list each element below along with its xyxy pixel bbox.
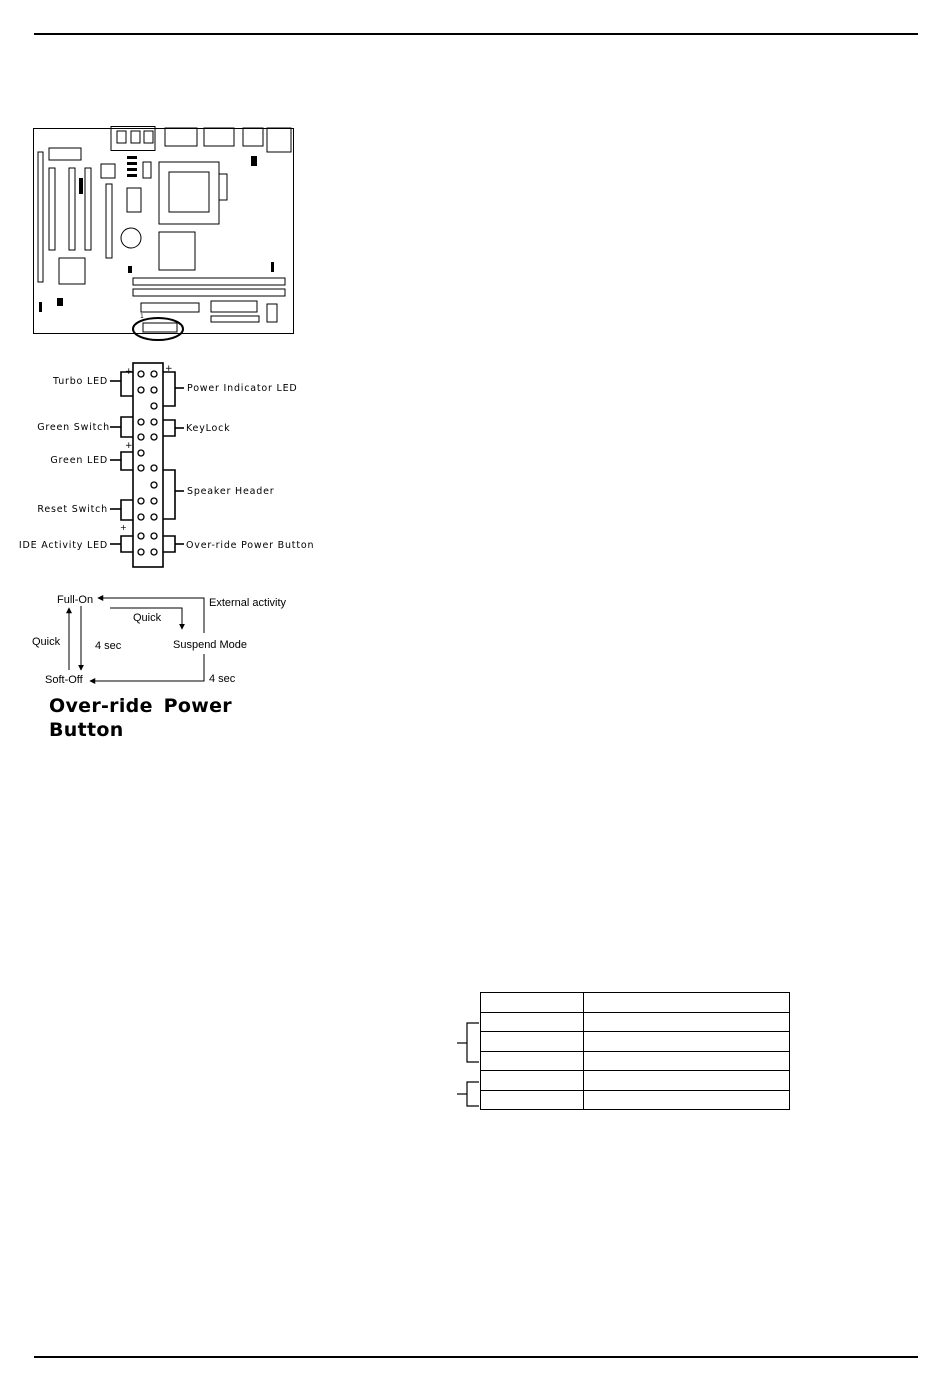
table-cell xyxy=(584,1071,790,1091)
table-row xyxy=(481,1012,790,1032)
front-panel-header-diagram xyxy=(18,362,315,572)
speaker-header-label: Speaker Header xyxy=(187,486,275,497)
green-led-label: Green LED xyxy=(50,455,108,466)
table-cell xyxy=(481,1051,584,1071)
table-cell xyxy=(584,1032,790,1052)
override-power-button-label: Over-ride Power Button xyxy=(186,540,315,551)
table-cell xyxy=(584,1090,790,1110)
pin-one-marker: 1 xyxy=(140,313,144,320)
top-rule xyxy=(34,33,918,35)
table-cell xyxy=(584,1051,790,1071)
motherboard-diagram xyxy=(33,126,295,342)
external-activity-label: External activity xyxy=(209,597,287,609)
quick-left-label: Quick xyxy=(32,636,61,648)
table-cell xyxy=(584,993,790,1013)
table-row-brackets xyxy=(455,1022,481,1108)
power-indicator-led-label: Power Indicator LED xyxy=(187,383,298,394)
bottom-rule xyxy=(34,1356,918,1358)
turbo-led-label: Turbo LED xyxy=(53,376,108,387)
plus-power: + xyxy=(165,364,174,374)
power-state-diagram xyxy=(28,588,298,688)
table-row xyxy=(481,1071,790,1091)
table-cell xyxy=(481,1090,584,1110)
table-row xyxy=(481,1032,790,1052)
green-switch-label: Green Switch xyxy=(37,422,110,433)
soft-off-label: Soft-Off xyxy=(45,674,83,686)
table-cell xyxy=(481,993,584,1013)
full-on-label: Full-On xyxy=(57,594,94,606)
table-row xyxy=(481,1051,790,1071)
table-row xyxy=(481,1090,790,1110)
table-row xyxy=(481,993,790,1013)
table-cell xyxy=(584,1012,790,1032)
plus-turbo: + xyxy=(125,367,134,377)
four-sec-left-label: 4 sec xyxy=(95,640,122,652)
table-cell xyxy=(481,1012,584,1032)
figure-caption: Over-ride Power Button xyxy=(49,695,232,741)
suspend-mode-label: Suspend Mode xyxy=(173,639,247,651)
table-cell xyxy=(481,1071,584,1091)
ide-activity-led-label: IDE Activity LED xyxy=(18,540,108,551)
plus-green-led: + xyxy=(125,441,134,451)
four-sec-bottom-label: 4 sec xyxy=(209,673,236,685)
table-cell xyxy=(481,1032,584,1052)
quick-top-label: Quick xyxy=(133,612,162,624)
plus-ide: + xyxy=(120,523,128,532)
pin-table xyxy=(480,992,790,1110)
keylock-label: KeyLock xyxy=(186,423,231,434)
reset-switch-label: Reset Switch xyxy=(37,504,108,515)
